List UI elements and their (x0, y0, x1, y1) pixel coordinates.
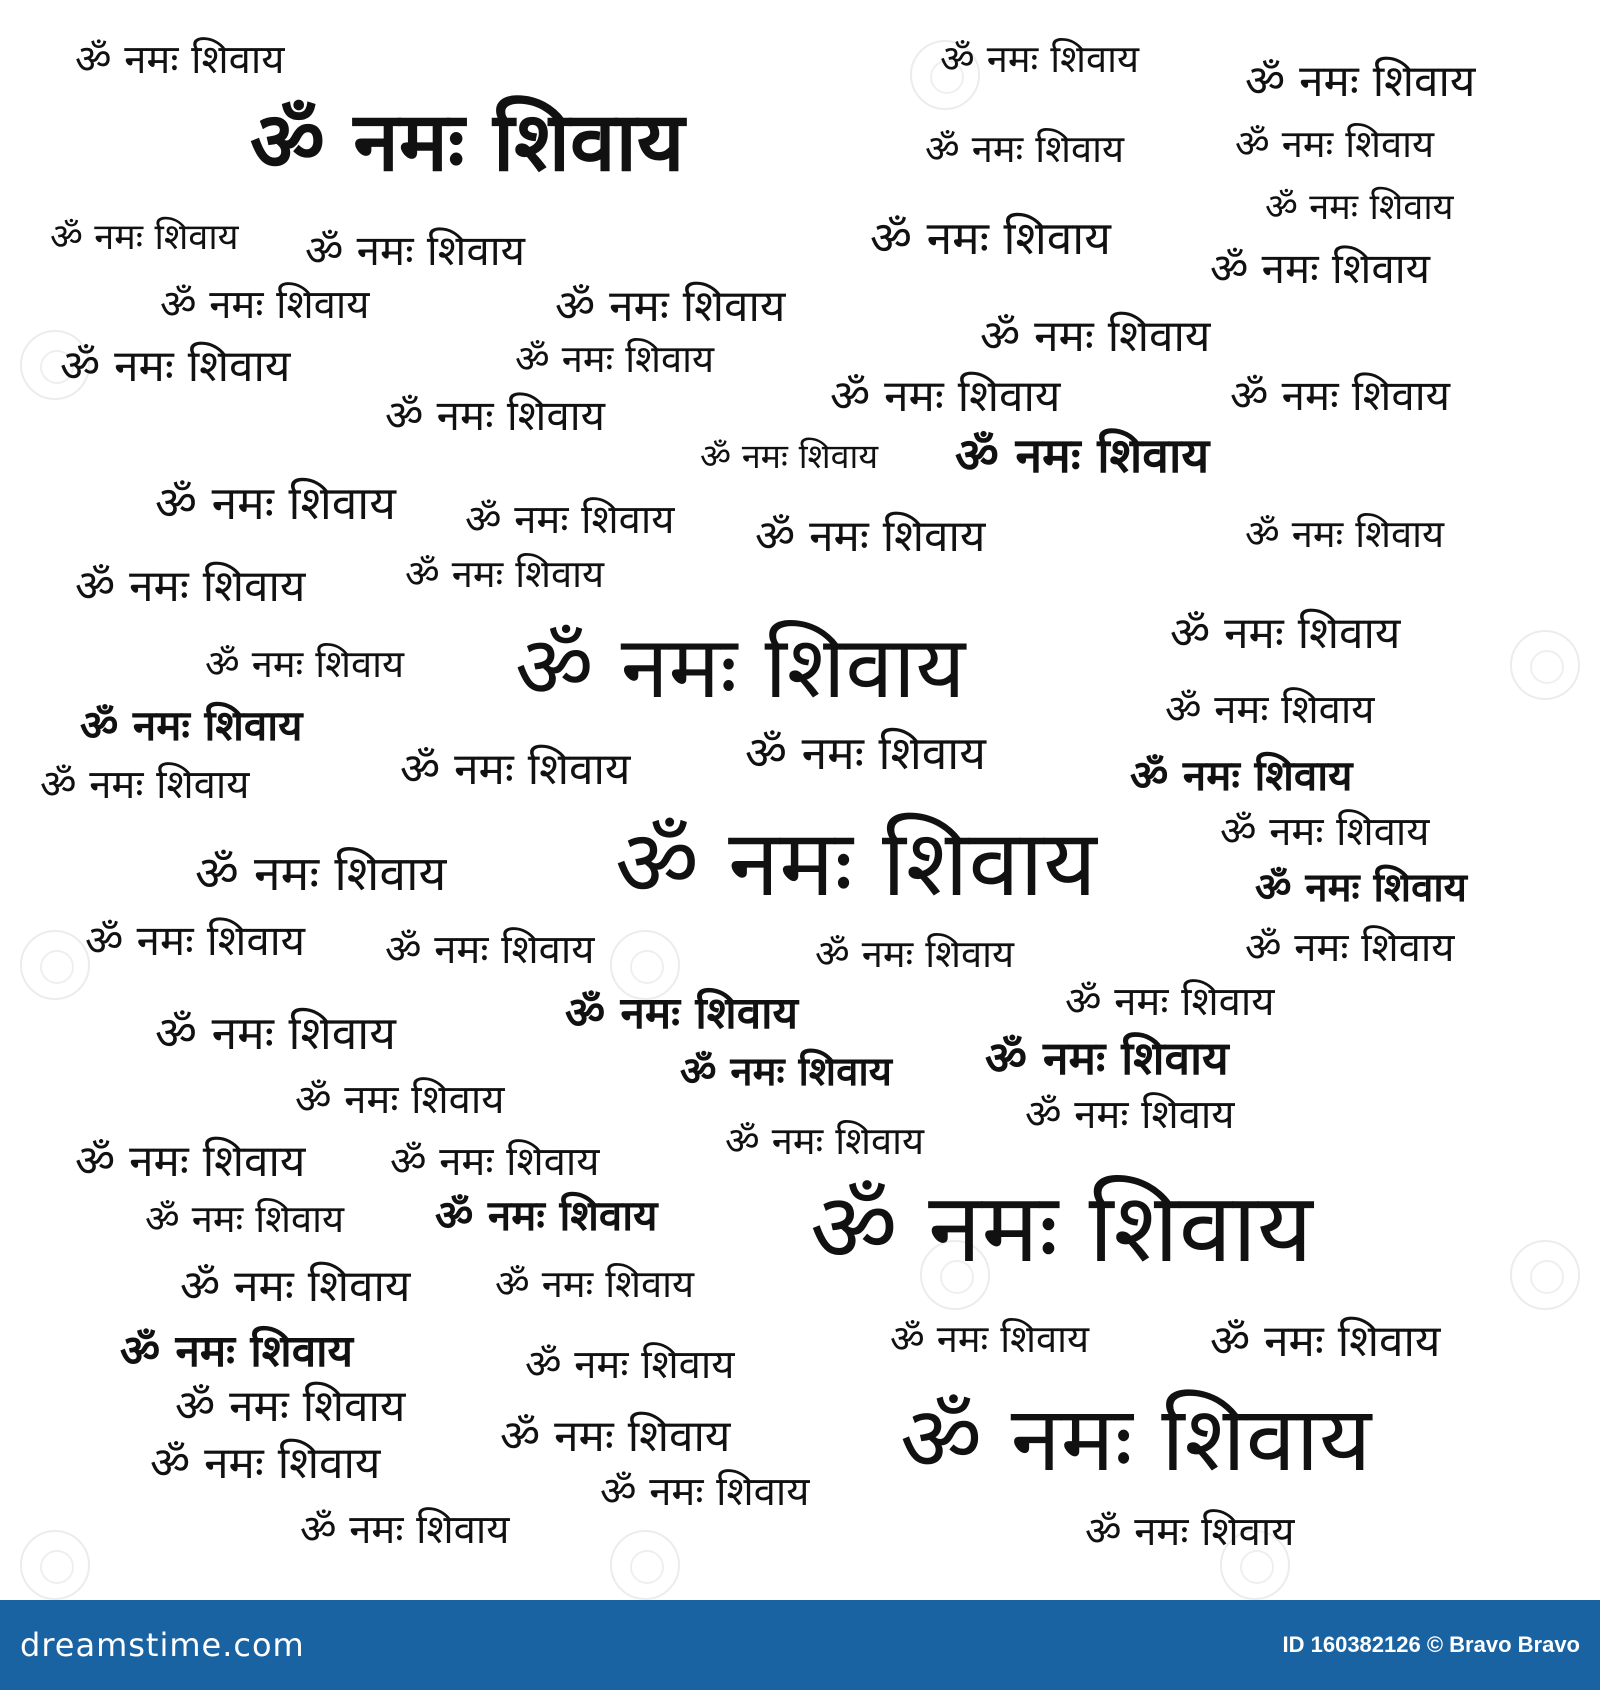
mantra-text: ॐ नमः शिवाय (515, 618, 966, 718)
mantra-text: ॐ नमः शिवाय (900, 1387, 1372, 1492)
mantra-text: ॐ नमः शिवाय (1170, 608, 1401, 659)
mantra-text: ॐ नमः शिवाय (175, 1381, 406, 1432)
mantra-text: ॐ नमः शिवाय (50, 217, 239, 258)
mantra-text: ॐ नमः शिवाय (1245, 512, 1444, 556)
mantra-text: ॐ नमः शिवाय (120, 1326, 354, 1377)
mantra-text: ॐ नमः शिवाय (250, 95, 685, 190)
mantra-text: ॐ नमः शिवाय (925, 127, 1124, 171)
mantra-text: ॐ नमः शिवाय (1025, 1092, 1235, 1138)
footer-bar (0, 1600, 1600, 1690)
mantra-text: ॐ नमः शिवाय (940, 37, 1139, 81)
mantra-text: ॐ नमः शिवाय (1220, 809, 1430, 855)
mantra-text: ॐ नमः शिवाय (390, 1139, 600, 1185)
mantra-text: ॐ नमः शिवाय (85, 916, 305, 965)
mantra-text: ॐ नमः शिवाय (435, 1191, 658, 1240)
mantra-text: ॐ नमः शिवाय (295, 1077, 505, 1123)
mantra-text: ॐ नमः शिवाय (1210, 244, 1430, 293)
mantra-text: ॐ नमः शिवाय (870, 211, 1111, 265)
watermark-circle-icon (20, 1530, 90, 1600)
mantra-text: ॐ नमः शिवाय (180, 1261, 411, 1312)
mantra-text: ॐ नमः शिवाय (1230, 371, 1450, 420)
dreamstime-logo[interactable]: dreamstime.com (20, 1626, 305, 1664)
mantra-text: ॐ नमः शिवाय (160, 282, 370, 328)
mantra-text: ॐ नमः शिवाय (495, 1262, 694, 1306)
mantra-text: ॐ नमः शिवाय (80, 701, 303, 750)
mantra-text: ॐ नमः शिवाय (810, 1172, 1313, 1284)
mantra-text: ॐ नमः शिवाय (195, 846, 447, 902)
watermark-circle-icon (1510, 630, 1580, 700)
image-id-credit: ID 160382126 © Bravo Bravo (1282, 1632, 1580, 1657)
mantra-text: ॐ नमः शिवाय (75, 1136, 306, 1187)
mantra-text: ॐ नमः शिवाय (465, 497, 675, 543)
mantra-text: ॐ नमः शिवाय (500, 1411, 731, 1462)
mantra-text: ॐ नमः शिवाय (890, 1317, 1089, 1361)
mantra-text: ॐ नमः शिवाय (525, 1342, 735, 1388)
mantra-text: ॐ नमः शिवाय (980, 311, 1211, 362)
mantra-text: ॐ नमः शिवाय (815, 932, 1014, 976)
mantra-text: ॐ नमः शिवाय (1245, 56, 1476, 107)
mantra-text: ॐ नमः शिवाय (1255, 865, 1467, 911)
mantra-text: ॐ नमः शिवाय (155, 476, 396, 530)
mantra-text: ॐ नमः शिवाय (955, 428, 1210, 484)
mantra-text: ॐ नमः शिवाय (150, 1438, 381, 1489)
mantra-text: ॐ नमः शिवाय (405, 552, 604, 596)
mantra-text: ॐ नमः शिवाय (830, 371, 1061, 422)
mantra-text: ॐ नमः शिवाय (205, 642, 404, 686)
mantra-text: ॐ नमः शिवाय (755, 511, 986, 562)
mantra-text: ॐ नमः शिवाय (400, 744, 631, 795)
mantra-text: ॐ नमः शिवाय (1130, 751, 1353, 800)
mantra-text: ॐ नमः शिवाय (985, 1031, 1229, 1085)
mantra-text: ॐ नमः शिवाय (515, 337, 714, 381)
mantra-text: ॐ नमः शिवाय (300, 1507, 510, 1553)
mantra-text: ॐ नमः शिवाय (725, 1119, 924, 1163)
mantra-text: ॐ नमः शिवाय (1235, 122, 1434, 166)
mantra-text: ॐ नमः शिवाय (555, 281, 786, 332)
mantra-text: ॐ नमः शिवाय (565, 988, 799, 1039)
mantra-text: ॐ नमः शिवाय (385, 927, 595, 973)
mantra-text: ॐ नमः शिवाय (745, 726, 986, 780)
mantra-text: ॐ नमः शिवाय (1265, 187, 1454, 228)
mantra-text: ॐ नमः शिवाय (700, 437, 879, 477)
mantra-text: ॐ नमः शिवाय (145, 1197, 344, 1241)
mantra-text: ॐ नमः शिवाय (1210, 1316, 1441, 1367)
mantra-text: ॐ नमः शिवाय (1085, 1509, 1295, 1555)
mantra-text: ॐ नमः शिवाय (1165, 687, 1375, 733)
mantra-text: ॐ नमः शिवाय (60, 341, 291, 392)
mantra-text: ॐ नमः शिवाय (40, 762, 250, 808)
mantra-text: ॐ नमः शिवाय (155, 1006, 396, 1060)
watermark-circle-icon (610, 1530, 680, 1600)
mantra-text: ॐ नमः शिवाय (75, 37, 285, 83)
watermark-circle-icon (20, 930, 90, 1000)
watermark-circle-icon (1510, 1240, 1580, 1310)
mantra-text: ॐ नमः शिवाय (1245, 925, 1455, 971)
mantra-text: ॐ नमः शिवाय (680, 1049, 892, 1095)
mantra-text: ॐ नमः शिवाय (385, 391, 605, 440)
mantra-text: ॐ नमः शिवाय (615, 810, 1097, 917)
mantra-text: ॐ नमः शिवाय (600, 1469, 810, 1515)
mantra-text: ॐ नमः शिवाय (75, 561, 306, 612)
mantra-text: ॐ नमः शिवाय (1065, 979, 1275, 1025)
mantra-text: ॐ नमः शिवाय (305, 226, 525, 275)
